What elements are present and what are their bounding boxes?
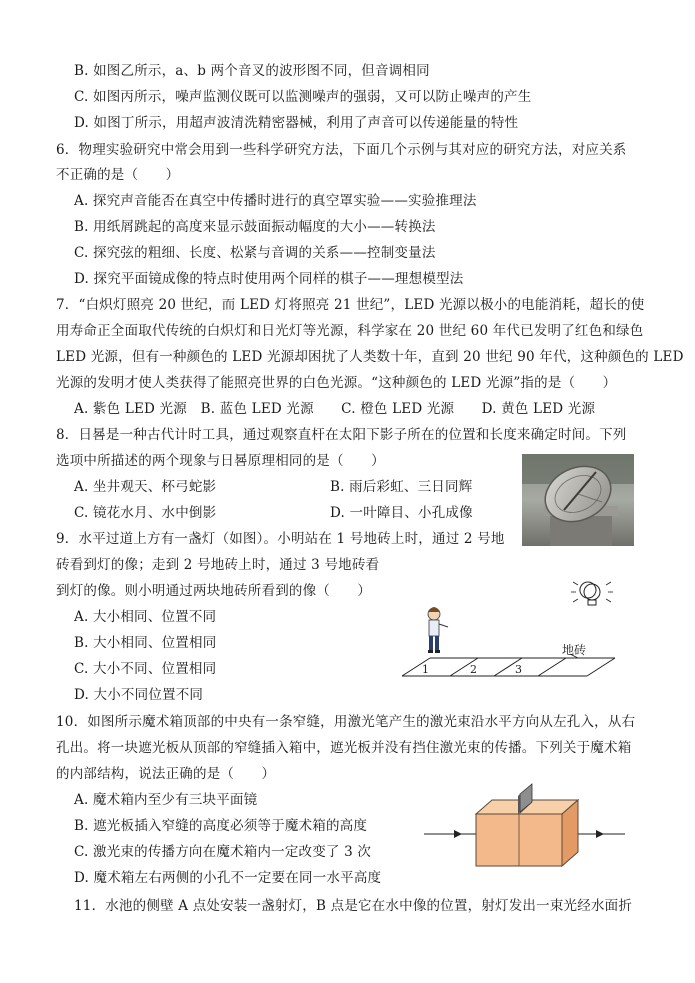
tile-label-3: 3	[515, 663, 522, 676]
q10-option-b: B. 遮光板插入窄缝的高度必须等于魔术箱的高度	[74, 818, 368, 834]
q6-option-d: D. 探究平面镜成像的特点时使用两个同样的棋子——理想模型法	[74, 271, 464, 287]
q8-stem-line1: 8．日晷是一种古代计时工具，通过观察直杆在太阳下影子所在的位置和长度来确定时间。下列	[56, 427, 627, 443]
q10-stem-line3: 的内部结构，说法正确的是（ ）	[56, 766, 276, 782]
q7-stem-line4: 光源的发明才使人类获得了能照亮世界的白色光源。“这种颜色的 LED 光源”指的是（ ）	[56, 375, 617, 391]
q11-stem-line1: 11．水池的侧壁 A 点处安装一盏射灯，B 点是它在水中像的位置，射灯发出一束光经水面折	[74, 898, 633, 914]
q8-option-d: D. 一叶障目、小孔成像	[330, 505, 473, 521]
q10-stem-line1: 10．如图所示魔术箱顶部的中央有一条窄缝，用激光笔产生的激光束沿水平方向从左孔入，从右	[56, 714, 636, 730]
floor-label: 地砖	[562, 643, 587, 657]
q9-option-a: A. 大小相同、位置不同	[74, 609, 217, 625]
q9-stem-line3: 到灯的像。则小明通过两块地砖所看到的像（ ）	[56, 583, 372, 599]
q6-option-b: B. 用纸屑跳起的高度来显示鼓面振动幅度的大小——转换法	[74, 219, 436, 235]
q9-option-d: D. 大小不同位置不同	[74, 687, 204, 703]
q6-stem-line2: 不正确的是（ ）	[56, 167, 180, 183]
floor-tiles	[402, 654, 615, 676]
tile-label-2: 2	[470, 663, 477, 676]
q9-option-c: C. 大小不同、位置相同	[74, 661, 217, 677]
corridor-figure	[382, 572, 632, 682]
q9-stem-line1: 9．水平过道上方有一盏灯（如图）。小明站在 1 号地砖上时，通过 2 号地	[56, 531, 505, 547]
q9-option-b: B. 大小相同、位置相同	[74, 635, 217, 651]
q7-stem-line3: LED 光源，但有一种颜色的 LED 光源却困扰了人类数十年，直到 20 世纪 90 年代，这种颜色的 LED	[56, 349, 684, 365]
q6-stem-line1: 6．物理实验研究中常会用到一些科学研究方法，下面几个示例与其对应的研究方法，对应关系	[56, 142, 627, 158]
q5-option-d: D. 如图丁所示，用超声波清洗精密器械，利用了声音可以传递能量的特性	[74, 115, 519, 131]
q7-stem-line2: 用寿命正全面取代传统的白炽灯和日光灯等光源，科学家在 20 世纪 60 年代已发明了红色和绿色	[56, 323, 644, 339]
q5-option-c: C. 如图丙所示，噪声监测仪既可以监测噪声的强弱，又可以防止噪声的产生	[74, 89, 532, 105]
q10-option-a: A. 魔术箱内至少有三块平面镜	[74, 792, 258, 808]
q6-option-c: C. 探究弦的粗细、长度、松紧与音调的关系——控制变量法	[74, 245, 436, 261]
sundial-photo	[522, 454, 634, 546]
q8-option-b: B. 雨后彩虹、三日同辉	[330, 479, 473, 495]
person-icon	[428, 607, 448, 653]
q8-option-a: A. 坐井观天、杯弓蛇影	[74, 479, 217, 495]
magic-box-figure	[420, 780, 630, 870]
q6-option-a: A. 探究声音能否在真空中传播时进行的真空罩实验——实验推理法	[74, 193, 477, 209]
q10-stem-line2: 孔出。将一块遮光板从顶部的窄缝插入箱中，遮光板并没有挡住激光束的传播。下列关于魔术箱	[56, 740, 632, 756]
q9-stem-line2: 砖看到灯的像；走到 2 号地砖上时，通过 3 号地砖看	[56, 557, 380, 573]
q10-option-d: D. 魔术箱左右两侧的小孔不一定要在同一水平高度	[74, 870, 382, 886]
q7-options: A. 紫色 LED 光源 B. 蓝色 LED 光源 C. 橙色 LED 光源 D. 黄色 LED 光源	[74, 401, 596, 417]
q8-stem-line2: 选项中所描述的两个现象与日晷原理相同的是（ ）	[56, 453, 385, 469]
q5-option-b: B. 如图乙所示，a、b 两个音叉的波形图不同，但音调相同	[74, 63, 430, 79]
q7-stem-line1: 7．“白炽灯照亮 20 世纪，而 LED 灯将照亮 21 世纪”，LED 光源以极小的电能消耗，超长的使	[56, 297, 645, 313]
q8-option-c: C. 镜花水月、水中倒影	[74, 505, 217, 521]
q10-option-c: C. 激光束的传播方向在魔术箱内一定改变了 3 次	[74, 844, 372, 860]
lamp-icon	[571, 582, 613, 605]
tile-label-1: 1	[422, 663, 429, 676]
